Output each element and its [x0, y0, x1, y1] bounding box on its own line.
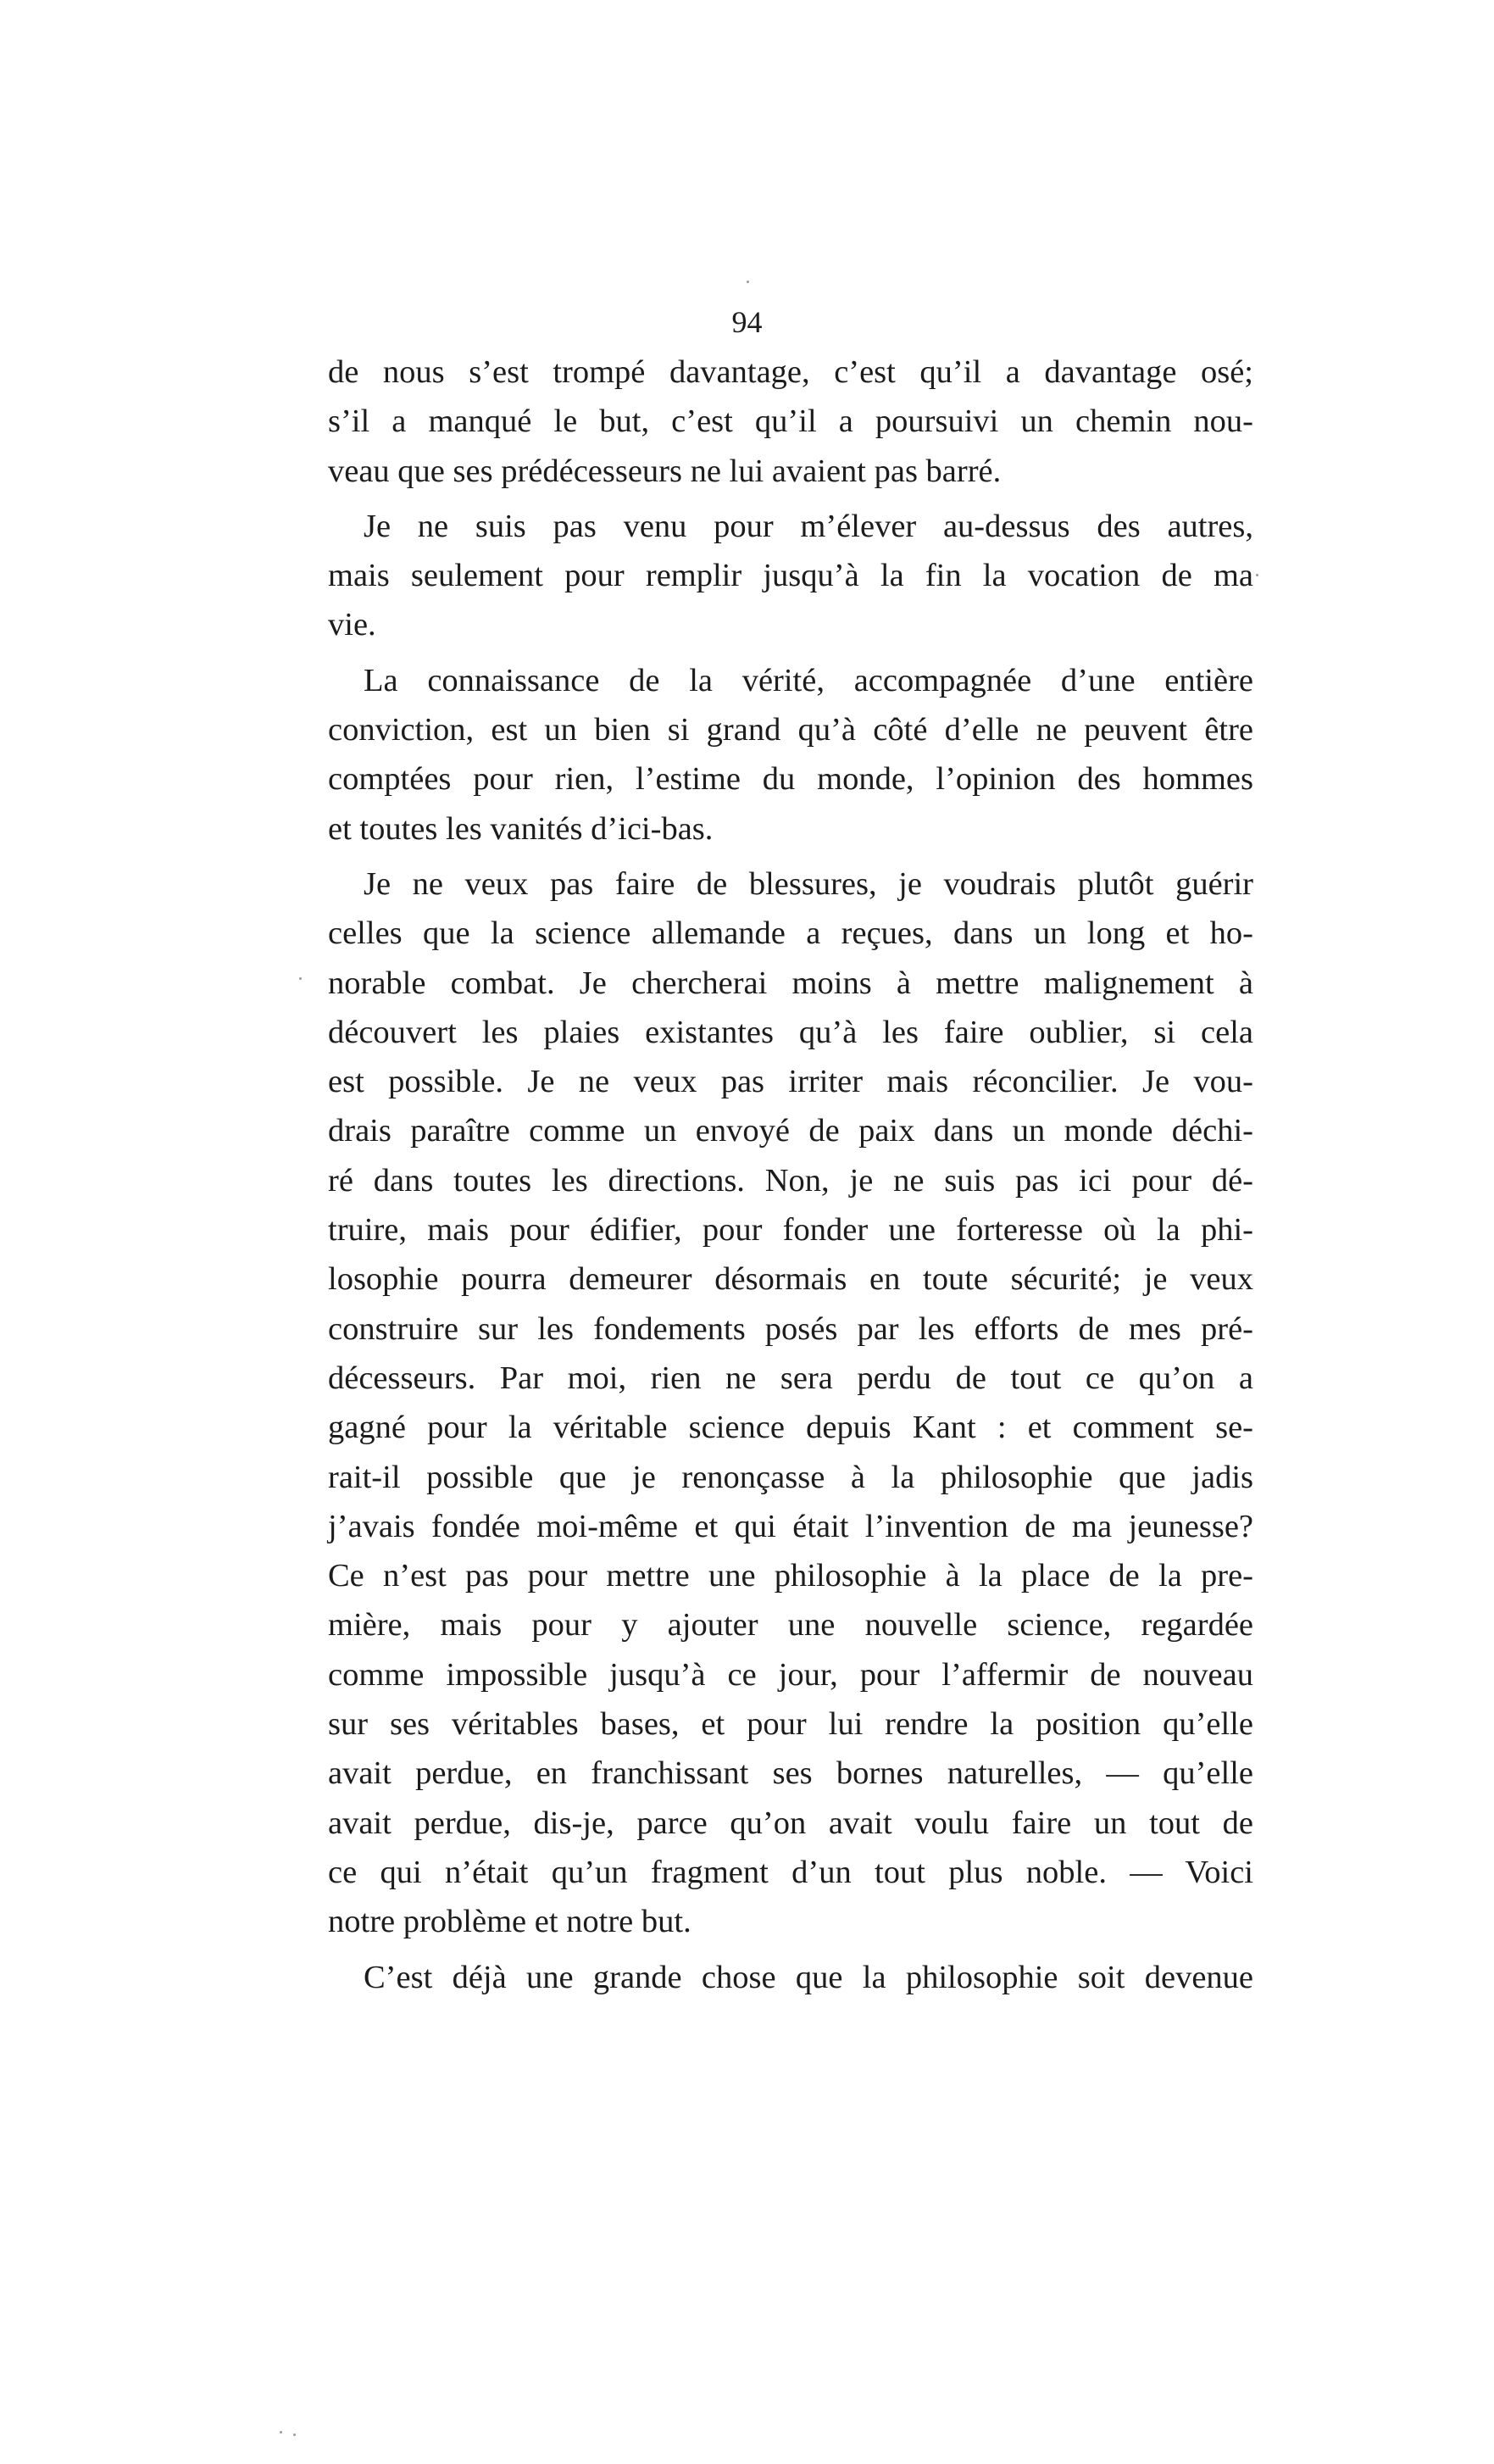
scan-speck	[299, 977, 302, 980]
text-line: comptées pour rien, l’estime du monde, l’opinion des hommes	[328, 761, 1253, 798]
text-line: ré dans toutes les directions. Non, je ne suis pas ici pour dé-	[328, 1162, 1253, 1199]
paragraph-2	[328, 502, 1253, 650]
text-line: de nous s’est trompé davantage, c’est qu’il a davantage osé;	[328, 354, 1253, 390]
paragraph-5	[328, 1953, 1253, 2002]
text-line: norable combat. Je chercherai moins à mettre malignement à	[328, 965, 1253, 1001]
paragraph-1	[328, 348, 1253, 496]
text-line: C’est déjà une grande chose que la philosophie soit devenue	[364, 1959, 1253, 1995]
text-line: décesseurs. Par moi, rien ne sera perdu de tout ce qu’on a	[328, 1360, 1253, 1396]
text-line: celles que la science allemande a reçues, dans un long et ho-	[328, 915, 1253, 952]
text-line: sur ses véritables bases, et pour lui rendre la position qu’elle	[328, 1706, 1253, 1743]
paragraph-4	[328, 859, 1253, 1947]
text-line: vie.	[328, 607, 376, 643]
text-line: découvert les plaies existantes qu’à les faire oublier, si cela	[328, 1014, 1253, 1050]
text-line: comme impossible jusqu’à ce jour, pour l’affermir de nouveau	[328, 1656, 1253, 1693]
text-line: losophie pourra demeurer désormais en toute sécurité; je veux	[328, 1261, 1253, 1298]
text-line: est possible. Je ne veux pas irriter mais réconcilier. Je vou-	[328, 1064, 1253, 1100]
text-line: ce qui n’était qu’un fragment d’un tout plus noble. — Voici	[328, 1854, 1253, 1890]
text-line: avait perdue, dis-je, parce qu’on avait voulu faire un tout de	[328, 1805, 1253, 1841]
text-line: mais seulement pour remplir jusqu’à la fin la vocation de ma	[328, 558, 1253, 594]
text-line: Je ne suis pas venu pour m’élever au-dessus des autres,	[364, 508, 1253, 544]
text-line: notre problème et notre but.	[328, 1904, 691, 1940]
scan-speck	[747, 281, 749, 283]
text-line: La connaissance de la vérité, accompagnée d’une entière	[364, 662, 1253, 698]
paragraph-3	[328, 656, 1253, 854]
text-line: Ce n’est pas pour mettre une philosophie à la place de la pre-	[328, 1558, 1253, 1594]
text-line: veau que ses prédécesseurs ne lui avaient pas barré.	[328, 453, 1002, 489]
page-number: 94	[731, 305, 763, 339]
scan-speck	[293, 2433, 296, 2436]
text-line: mière, mais pour y ajouter une nouvelle science, regardée	[328, 1607, 1253, 1644]
text-line: et toutes les vanités d’ici-bas.	[328, 810, 714, 847]
text-line: rait-il possible que je renonçasse à la philosophie que jadis	[328, 1459, 1253, 1495]
scan-speck	[1256, 574, 1258, 576]
text-line: conviction, est un bien si grand qu’à côté d’elle ne peuvent être	[328, 712, 1253, 748]
text-line: j’avais fondée moi-même et qui était l’invention de ma jeunesse?	[328, 1508, 1253, 1544]
scan-speck	[280, 2431, 282, 2433]
text-line: Je ne veux pas faire de blessures, je voudrais plutôt guérir	[364, 865, 1253, 902]
text-line: construire sur les fondements posés par les efforts de mes pré-	[328, 1310, 1253, 1347]
text-line: gagné pour la véritable science depuis Kant : et comment se-	[328, 1410, 1253, 1446]
text-line: drais paraître comme un envoyé de paix dans un monde déchi-	[328, 1113, 1253, 1149]
body-text	[328, 348, 1253, 2008]
text-line: truire, mais pour édifier, pour fonder une forteresse où la phi-	[328, 1212, 1253, 1249]
text-line: s’il a manqué le but, c’est qu’il a poursuivi un chemin nou-	[328, 403, 1253, 440]
text-line: avait perdue, en franchissant ses bornes naturelles, — qu’elle	[328, 1755, 1253, 1792]
